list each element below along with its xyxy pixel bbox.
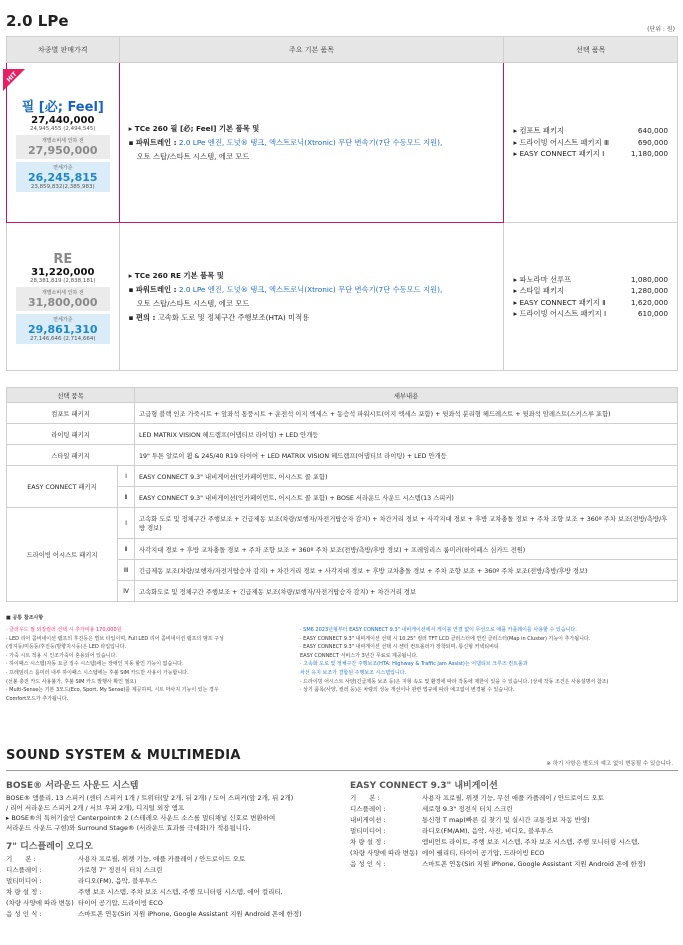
spec-value: 주행 보조 시스템, 주차 보조 시스템, 주행 모니터링 시스템, 에어 컬리티, [78, 888, 283, 896]
option-name: ▸ 컴포트 패키지 [513, 126, 565, 136]
option-roman: Ⅱ [118, 487, 135, 508]
option-name: 라이팅 패키지 [7, 424, 135, 445]
bose-line: ▸ BOSE®의 특허기술인 Centerpoint® 2 (스테레오 사운드 소스를 멀티채널 신호로 변환하여 [6, 814, 276, 822]
header-features: 주요 기본 품목 [119, 37, 504, 63]
spec-row [350, 815, 678, 826]
spec-row [350, 826, 678, 837]
option-price: 640,000 [637, 126, 668, 136]
spec-key: 음 성 인 식 : [350, 860, 386, 868]
trim-price-table [6, 36, 678, 371]
spec-value: 가로형 7" 정전식 터치 스크린 [78, 866, 163, 874]
trim-feel-price-cell [7, 63, 120, 223]
option-name: ▸ EASY CONNECT 패키지 Ⅱ [513, 297, 606, 307]
trim-re-price-cell [7, 223, 120, 371]
note-line: · LED 리어 콤비네이션 램프의 후진등은 벌브 타입이며, Full LED 리어 콤비네이션 램프의 멤프 구성 [6, 635, 224, 642]
option-name: ▸ 스타일 패키지 [513, 286, 565, 295]
option-name: ▸ 파노라마 선루프 [513, 274, 572, 284]
note-line: · EASY CONNECT 9.3" 내비게이션 선택 시 센터 컨트롤러가 장착되며, 통신형 커넥티비티 [300, 644, 499, 651]
option-price: 690,000 [637, 137, 668, 147]
tax-free-box [16, 162, 110, 192]
before-tax-value: 31,800,000 [27, 296, 98, 309]
opt-header-name: 선택 품목 [7, 388, 135, 403]
tax-free-value: 29,861,310 [27, 323, 98, 336]
spec-row [6, 909, 336, 920]
option-price: 1,280,000 [630, 286, 668, 295]
feature-powertrain-rest: 오토 스탑/스타트 시스템, 에코 모드 [136, 151, 250, 161]
spec-row [6, 887, 336, 898]
feature-powertrain: ▪ 파워트레인 : 2.0 LPe 엔진, 도넛® 탱크, 엑스트로닉(Xtronic) 무단 변속기(7단 수동모드 지원), [128, 137, 443, 147]
note-line: · SM6 2023년형부터 EASY CONNECT 9.3" 내비게이션에서 게이블 연결 없이 무선으로 애플 카플레이를 사용할 수 있습니다. [300, 627, 577, 633]
spec-value: 엠비언트 라이트, 주행 보조 시스템, 주차 보조 시스템, 주행 모니터링 시스템, [422, 838, 640, 846]
option-name: ▸ 드라이빙 어시스트 패키지 Ⅰ [513, 309, 607, 318]
trim-price-sub: 24,945,455 (2,494,545) [30, 126, 96, 132]
feature-powertrain-rest: 오토 스탑/스타트 시스템, 에코 모드 [136, 298, 250, 308]
note-line: · 드라이빙 어시스트 사양(긴급제동 보조 등)은 지형 속도 및 환경에 따라 작동에 제한이 있을 수 있습니다. (상세 작동 조건은 사용설명서 참조) [300, 678, 609, 685]
option-roman: Ⅳ [118, 581, 135, 602]
spec-value: 에어 퀄리티, 타이어 공기압, 드라이빙 ECO [422, 849, 545, 857]
trim-price: 31,220,000 [31, 267, 95, 278]
before-tax-box [16, 135, 110, 159]
tax-free-label: 면세가준 [53, 317, 73, 323]
spec-key: 차 량 설 정 : [350, 838, 386, 846]
bose-line: 서라운드 사운드 구현)와 Surround Stage® (서라운드 효과를 극대화)가 적용됩니다. [6, 824, 251, 832]
note-line: (선불 충전 카드 사용불가, 후불 SIM 카드 발행사 확인 필요) [6, 678, 137, 685]
note-line: · 가죽 시트 적용 시 인조가죽이 혼용되어 있습니다. [6, 652, 117, 659]
note-line: · Multi-Sense는 기본 3모드(Eco, Sport, My Sense)를 제공하며, 시트 마사지 기능이 있는 경우 [6, 687, 219, 694]
option-row [513, 125, 668, 137]
spec-row [6, 876, 336, 887]
spec-value: 스마트폰 연동(Siri 지원 iPhone, Google Assistant 지원 Android 폰에 한정) [422, 860, 646, 868]
option-name: ▸ 드라이빙 어시스트 패키지 Ⅲ [513, 137, 609, 147]
trim-re-options [504, 223, 678, 371]
spec-row [6, 854, 336, 865]
tax-free-box [16, 314, 110, 344]
option-detail-row [7, 466, 678, 487]
display-title: 7" 디스플레이 오디오 [6, 842, 93, 852]
header-options: 선택 품목 [504, 37, 678, 63]
sound-note: ※ 하기 사항은 별도의 예고 없이 변동될 수 있습니다. [546, 761, 673, 767]
spec-key: (차량 사양에 따라 변동) [6, 899, 74, 907]
note-line: · 프레임리스 룸미러 내부 하이패스 시스템에는 후불 SIM 카드만 사용이 가능합니다. [6, 669, 189, 676]
option-price: 1,620,000 [630, 297, 668, 307]
option-name: 드라이빙 어시스트 패키지 [7, 508, 118, 602]
trim-name: 필 [必; Feel] [21, 100, 104, 115]
option-row [513, 148, 668, 160]
note-line: EASY CONNECT 서비스가 3년간 무료로 제공됩니다. [300, 652, 418, 659]
feature-head: ▸ TCe 260 RE 기본 품목 및 [128, 270, 224, 280]
option-row [513, 308, 668, 320]
unit-label: (단위 : 원) [647, 26, 675, 33]
spec-row [350, 859, 678, 870]
option-detail: 긴급제동 보조(차량/보행자/자전거탑승자 감지) + 차간거리 경보 + 사각지대 경보 + 후방 교차충돌 경보 + 주차 조향 보조 + 360º 주차 보조(전방/측방/후방 경보) [135, 560, 678, 581]
option-name: ▸ EASY CONNECT 패키지 Ⅰ [513, 149, 605, 159]
option-row [513, 137, 668, 149]
option-detail: 고속화 도로 및 정체구간 주행보조 + 긴급제동 보조(차량/보행자/자전거탑승자 감지) + 차간거리 경보 + 사각지대 경보 + 후방 교차충돌 경보 + 주차 조향 보조 + 360º 주차 보조(전방/측방/후방 경보) [135, 508, 678, 539]
option-price: 1,180,000 [630, 149, 668, 159]
option-detail-table [6, 387, 678, 602]
option-name: EASY CONNECT 패키지 [7, 466, 118, 508]
trim-feel-options [504, 63, 678, 223]
spec-row [6, 898, 336, 909]
spec-value: 타이어 공기압, 드라이빙 ECO [78, 899, 163, 907]
notes-heading: ■ 공통 참조사항 [6, 615, 44, 621]
feature-powertrain: ▪ 파워트레인 : 2.0 LPe 엔진, 도넛® 탱크, 엑스트로닉(Xtronic) 무단 변속기(7단 수동모드 지원), [128, 284, 443, 294]
spec-value: 세로형 9.3" 정전식 터치 스크린 [422, 805, 513, 813]
note-line: · 고속화 도로 및 정체구간 주행보조(HTA: Highway & Traffic jam Assist)는 어댑티브 크루즈 컨트롤과 [300, 661, 528, 668]
note-line: · 하이패스 시스템(자동 요금 징수 시스템)에는 장애인 지동 할인 기능이 없습니다. [6, 661, 184, 668]
trim-price-sub: 28,381,819 (2,838,181) [30, 278, 96, 284]
sound-left-column [6, 778, 336, 920]
feature-convenience: ▪ 편의 : 고속화 도로 및 정체구간 주행보조(HTA) 미적용 [128, 312, 310, 322]
header-price: 차종별 판매가격 [7, 37, 120, 63]
spec-key: 내비게이션 : [350, 816, 386, 824]
tax-free-sub: 23,859,832(2,385,983) [30, 184, 95, 190]
option-name: 스타일 패키지 [7, 445, 135, 466]
option-roman: Ⅱ [118, 539, 135, 560]
option-row [513, 297, 668, 309]
bose-line: / 리어 서라운드 스피커 2개 / 서브 우퍼 2개), 디지털 외장 앰프 [6, 804, 185, 812]
spec-value: 라디오(FM), 음악, 블루투스 [78, 877, 158, 885]
bose-title: BOSE® 서라운드 사운드 시스템 [6, 781, 139, 791]
spec-value: 스마트폰 연동(Siri 지원 iPhone, Google Assistant 지원 Android 폰에 한정) [78, 910, 302, 918]
option-detail: 고급형 블랙 인조 가죽시트 + 앞좌석 통풍시트 + 운전석 이지 엑세스 + 동승석 파워시트(이지 엑세스 포함) + 뒷좌석 분리형 헤드레스트 + 뒷좌석 암레스트(스키스루 포함) [135, 403, 678, 424]
nav-title: EASY CONNECT 9.3" 내비게이션 [350, 781, 498, 791]
option-detail: LED MATRIX VISION 헤드램프(어댑티브 라이팅) + LED 안개등 [135, 424, 678, 445]
spec-value: 라디오(FM/AM), 음악, 사진, 비디오, 블루투스 [422, 827, 554, 835]
note-line: 차선 유지 보조가 결합된 주행보조 시스템입니다. [300, 669, 407, 676]
before-tax-label: 개별소비세 인하 전 [41, 290, 84, 296]
note-line: (정지등/미등등/후진등/방향지시등)은 LED 타입입니다. [6, 644, 127, 651]
spec-key: 기 본 : [350, 794, 380, 802]
note-line: · EASY CONNECT 9.3" 내비게이션 선택 시 10.25" 컬러 TFT LCD 클러스터에 연린 클러스터(Map in Cluster) 기능이 추가됩니다. [300, 635, 591, 642]
before-tax-value: 27,950,000 [27, 144, 98, 157]
spec-key: (차량 사양에 따라 변동) [350, 849, 418, 857]
option-detail: EASY CONNECT 9.3" 내비게이션(인카페이먼트, 어시스트 콜 포함) + BOSE 서라운드 사운드 시스템(13 스피커) [135, 487, 678, 508]
hit-badge [3, 69, 25, 91]
option-price: 610,000 [637, 309, 668, 318]
divider [6, 770, 678, 771]
option-roman: Ⅰ [118, 508, 135, 539]
note-line: · 상기 품목(사양, 컬러 등)은 차량의 성능 개선이나 관련 법규에 따라 예고없이 변경될 수 있습니다. [300, 687, 515, 694]
spec-key: 기 본 : [6, 855, 36, 863]
tax-free-value: 26,245,815 [27, 171, 98, 184]
spec-key: 멀티미디어 : [6, 877, 42, 885]
bose-line: BOSE® 앰플리, 13 스피커 (센터 스피커 1개 / 트위터(앞 2개, 뒤 2개) / 도어 스피커(앞 2개, 뒤 2개) [6, 794, 294, 802]
option-roman: Ⅰ [118, 466, 135, 487]
option-price: 1,080,000 [630, 274, 668, 284]
spec-key: 음 성 인 식 : [6, 910, 42, 918]
spec-row [350, 804, 678, 815]
before-tax-box [16, 287, 110, 311]
note-line: Comfort모드가 추가됩니다. [6, 695, 69, 702]
opt-header-detail: 세부내용 [135, 388, 678, 403]
trim-name: RE [53, 252, 73, 267]
option-detail-row [7, 445, 678, 466]
page-title: 2.0 LPe [6, 12, 69, 30]
spec-key: 차 량 설 정 : [6, 888, 42, 896]
spec-value: 통신형 T map(빠른 길 찾기 및 실시간 교통정보 자동 반영) [422, 816, 590, 824]
sound-right-column [350, 778, 678, 870]
tax-free-sub: 27,146,646 (2,714,664) [30, 336, 96, 342]
spec-key: 디스플레이 : [350, 805, 386, 813]
option-detail: 19" 투톤 알로이 휠 & 245/40 R19 타이어 + LED MATRIX VISION 헤드램프(어댑티브 라이팅) + LED 안개등 [135, 445, 678, 466]
option-row [513, 274, 668, 286]
before-tax-label: 개별소비세 인하 전 [41, 138, 84, 144]
option-detail-row [7, 508, 678, 539]
spec-value: 사용자 프로필, 위젯 기능, 애플 카플레이 / 안드로이드 오토 [78, 855, 246, 863]
hit-badge-text: HIT [5, 70, 19, 84]
trim-price: 27,440,000 [31, 115, 95, 126]
notes-section [6, 614, 678, 702]
option-row [513, 285, 668, 297]
spec-row [350, 837, 678, 848]
option-name: 컴포트 패키지 [7, 403, 135, 424]
trim-re-features [119, 223, 504, 371]
feature-head: ▸ TCe 260 필 [必; Feel] 기본 품목 및 [128, 123, 260, 133]
spec-key: 디스플레이 : [6, 866, 42, 874]
tax-free-label: 면세가준 [53, 165, 73, 171]
spec-value: 사용자 프로필, 위젯 기능, 무선 애플 카플레이 / 안드로이드 오토 [422, 794, 604, 802]
spec-key: 멀티미디어 : [350, 827, 386, 835]
sound-title: SOUND SYSTEM & MULTIMEDIA [6, 748, 241, 763]
option-detail-row [7, 403, 678, 424]
option-roman: Ⅲ [118, 560, 135, 581]
option-detail: 고속화도로 및 정체구간 주행보조 + 긴급제동 보조(차량/보행자/자전거탑승자 감지) + 차간거리 경보 [135, 581, 678, 602]
spec-row [350, 848, 678, 859]
note-line: · 클러우드 필 외장컬러 선택 시 추가비용 170,000원 [6, 627, 122, 633]
spec-row [350, 793, 678, 804]
trim-feel-features [119, 63, 504, 223]
option-detail: EASY CONNECT 9.3" 내비게이션(인카페이먼트, 어시스트 콜 포함) [135, 466, 678, 487]
spec-row [6, 865, 336, 876]
option-detail-row [7, 424, 678, 445]
option-detail: 사각지대 경보 + 후방 교차충돌 경보 + 주차 조향 보조 + 360º 주차 보조(전방/측방/후방 경보) + 프레임리스 룸미러(하이패스 심카드 전원) [135, 539, 678, 560]
